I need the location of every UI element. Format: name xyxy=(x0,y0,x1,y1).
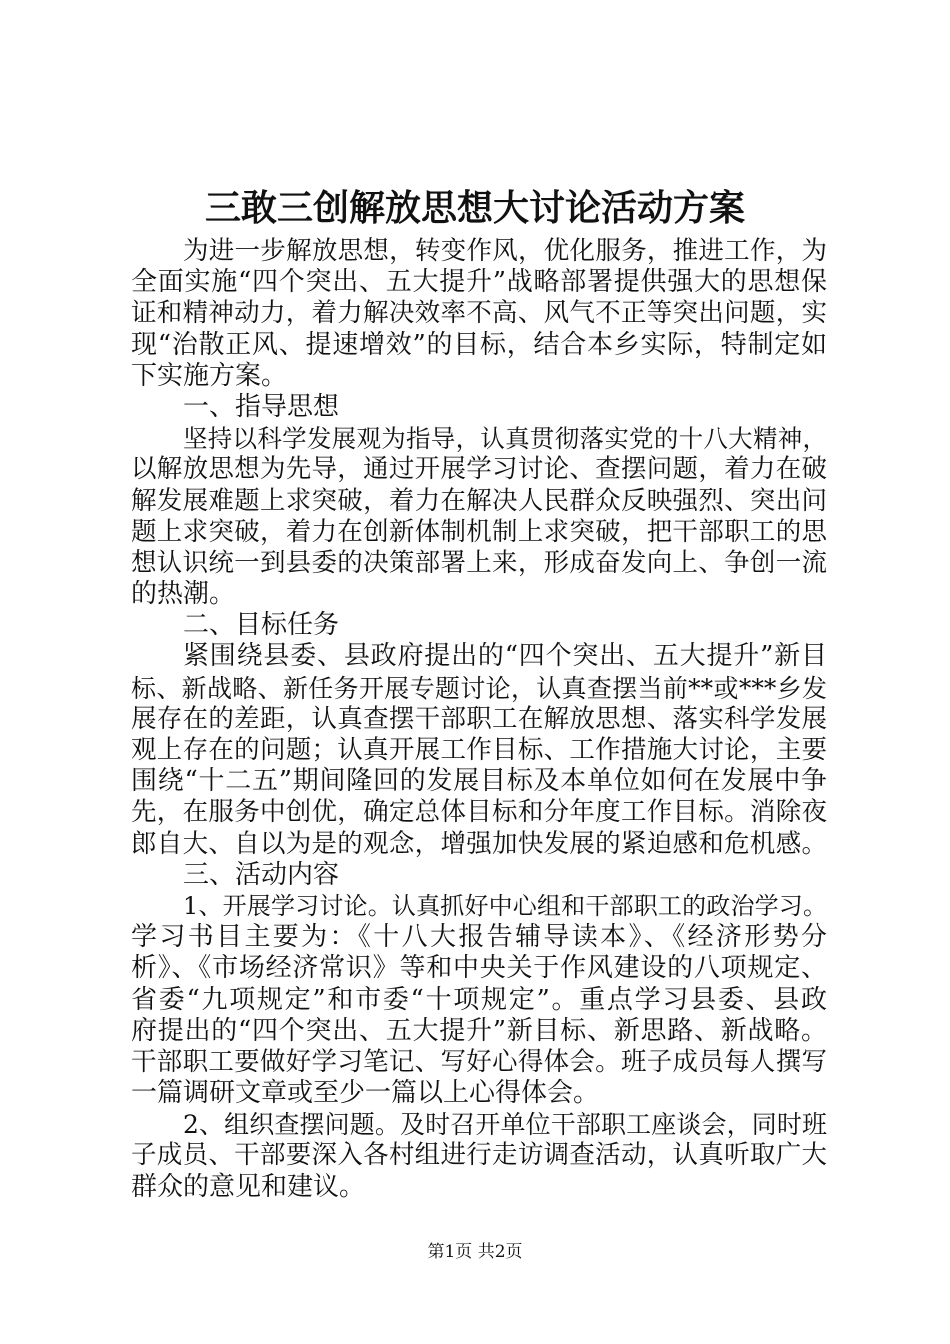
text-line: 三、活动内容 xyxy=(183,859,340,890)
text-line: 证和精神动力，着力解决效率不高、风气不正等突出问题，实 xyxy=(131,298,827,329)
text-line: 题上求突破，着力在创新体制机制上求突破，把干部职工的思 xyxy=(131,516,827,547)
text-line: 展存在的差距，认真查摆干部职工在解放思想、落实科学发展 xyxy=(131,703,827,734)
text-line: 坚持以科学发展观为指导，认真贯彻落实党的十八大精神， xyxy=(183,424,827,454)
text-line: 围绕“十二五”期间隆回的发展目标及本单位如何在发展中争 xyxy=(131,766,827,797)
text-line: 子成员、干部要深入各村组进行走访调查活动，认真听取广大 xyxy=(131,1140,827,1171)
page-footer: 第1页 共2页 xyxy=(427,1242,523,1262)
text-line: 府提出的“四个突出、五大提升”新目标、新思路、新战略。 xyxy=(131,1015,827,1046)
text-line: 学习书目主要为：《十八大报告辅导读本》、《经济形势分 xyxy=(131,922,827,953)
text-line: 2、组织查摆问题。及时召开单位干部职工座谈会，同时班 xyxy=(183,1110,827,1140)
text-line: 析》、《市场经济常识》等和中央关于作风建设的八项规定、 xyxy=(131,953,827,984)
document-title: 三敢三创解放思想大讨论活动方案 xyxy=(204,187,745,229)
text-line: 省委“九项规定”和市委“十项规定”。重点学习县委、县政 xyxy=(131,984,827,1015)
text-line: 以解放思想为先导，通过开展学习讨论、查摆问题，着力在破 xyxy=(131,454,827,485)
text-line: 全面实施“四个突出、五大提升”战略部署提供强大的思想保 xyxy=(131,267,827,298)
text-line: 干部职工要做好学习笔记、写好心得体会。班子成员每人撰写 xyxy=(131,1046,827,1077)
text-line: 标、新战略、新任务开展专题讨论，认真查摆当前**或***乡发 xyxy=(131,673,827,703)
text-line: 的热潮。 xyxy=(131,579,236,610)
text-line: 群众的意见和建议。 xyxy=(131,1171,366,1202)
text-line: 解发展难题上求突破，着力在解决人民群众反映强烈、突出问 xyxy=(131,485,827,516)
text-line: 1、开展学习讨论。认真抓好中心组和干部职工的政治学习。 xyxy=(183,891,827,920)
text-line: 为进一步解放思想，转变作风，优化服务，推进工作，为 xyxy=(183,236,827,266)
text-line: 一篇调研文章或至少一篇以上心得体会。 xyxy=(131,1078,600,1109)
text-line: 现“治散正风、提速增效”的目标，结合本乡实际，特制定如 xyxy=(131,329,827,360)
text-line: 郎自大、自以为是的观念，增强加快发展的紧迫感和危机感。 xyxy=(131,828,827,859)
text-line: 二、目标任务 xyxy=(183,610,340,641)
text-line: 观上存在的问题；认真开展工作目标、工作措施大讨论，主要 xyxy=(131,735,827,765)
text-line: 一、指导思想 xyxy=(183,391,340,422)
document-body xyxy=(131,236,827,1203)
text-line: 紧围绕县委、县政府提出的“四个突出、五大提升”新目 xyxy=(183,641,827,672)
text-line: 想认识统一到县委的决策部署上来，形成奋发向上、争创一流 xyxy=(131,547,827,578)
text-line: 先，在服务中创优，确定总体目标和分年度工作目标。消除夜 xyxy=(131,797,827,828)
text-line: 下实施方案。 xyxy=(131,360,288,391)
